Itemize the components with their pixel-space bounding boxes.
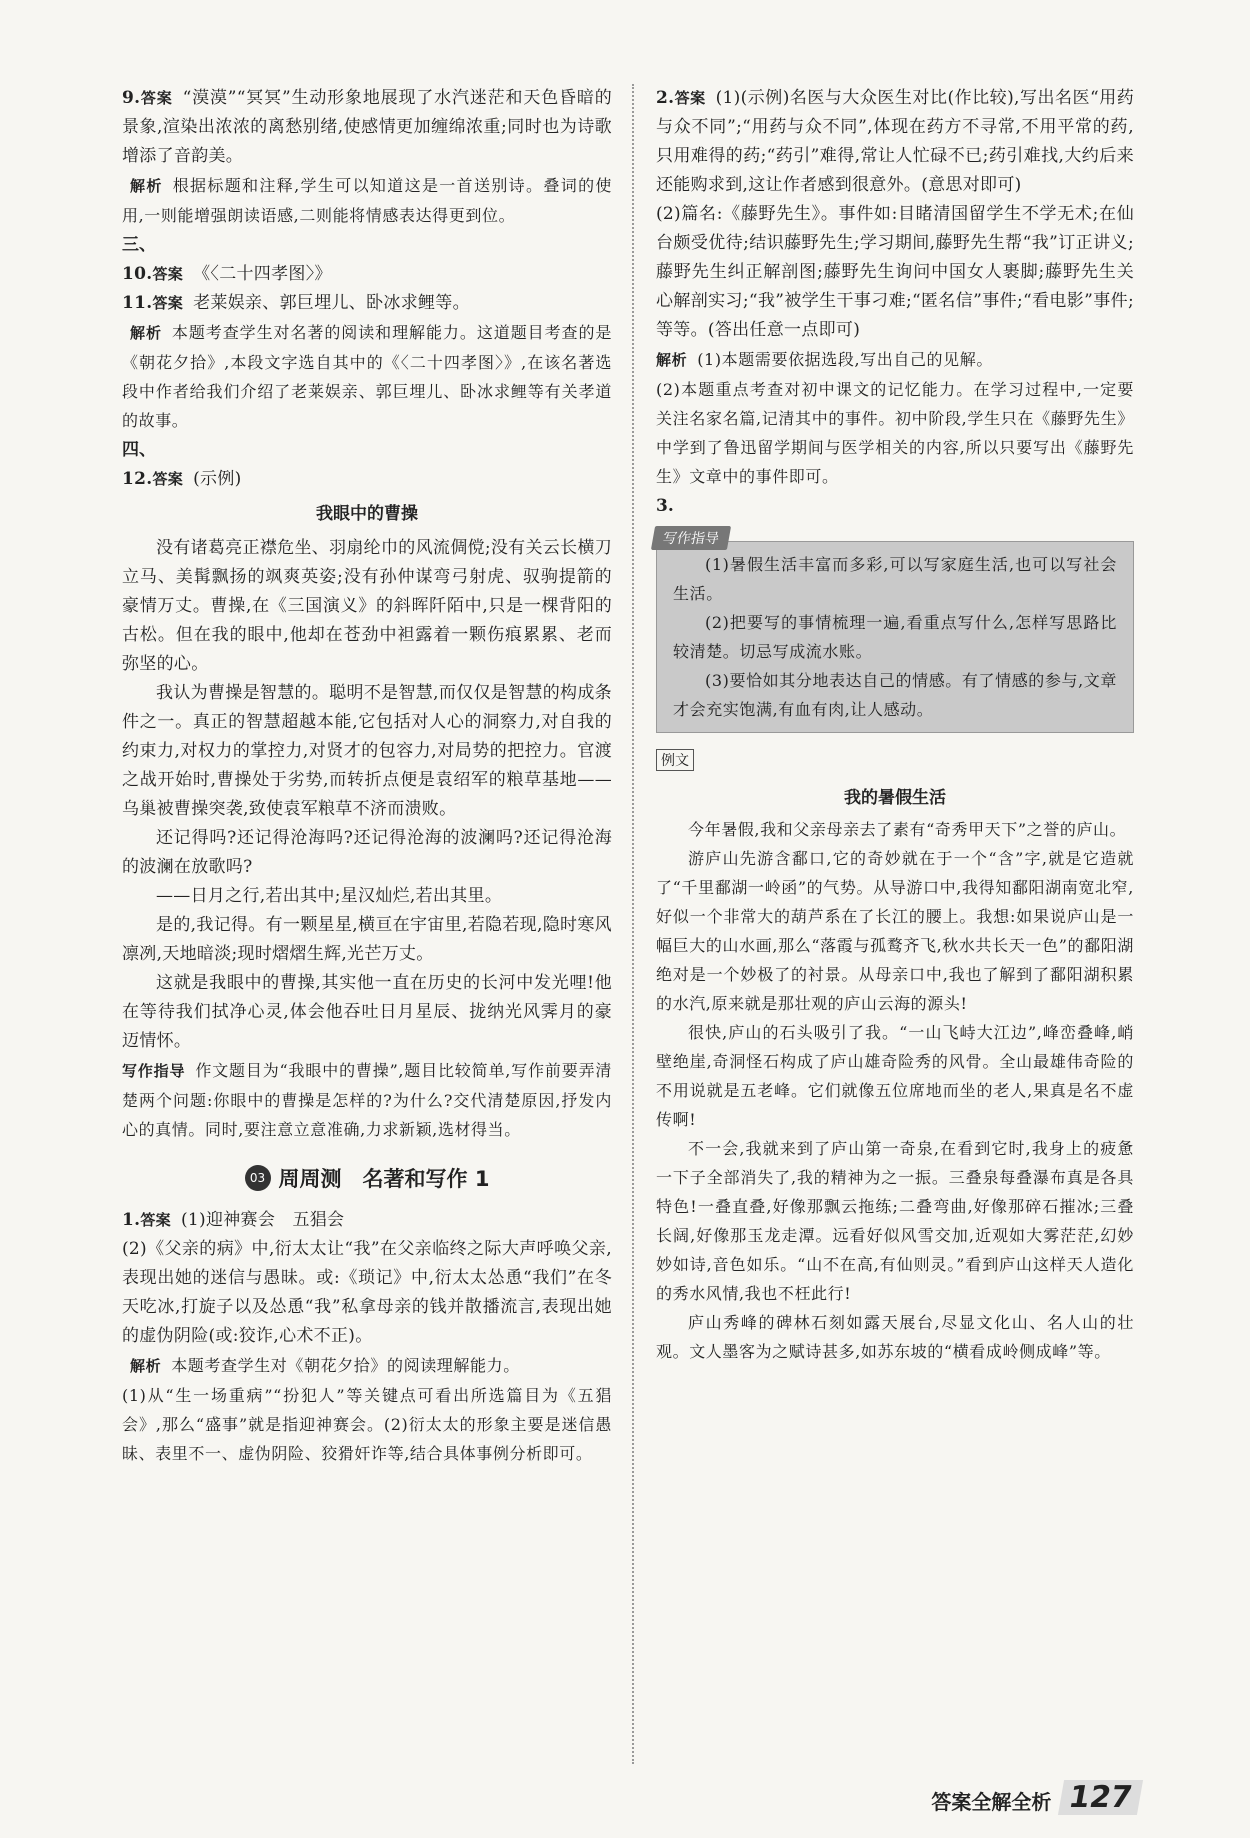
w1-number: 1. [122, 1210, 141, 1230]
writing-guide-tag: 写作指导 [651, 526, 731, 550]
essay-paragraph: 我认为曹操是智慧的。聪明不是智慧,而仅仅是智慧的构成条件之一。真正的智慧超越本能,它包括对人心的洞察力,对自我的约束力,对权力的掌控力,对贤才的包容力,对局势的把控力。官渡之战开始时,曹操处于劣势,而转折点便是袁绍军的粮草基地——乌巢被曹操突袭,致使袁军粮草不济而溃败。 [122, 683, 612, 819]
answer-label: 答案 [140, 1211, 171, 1229]
w1-analysis [122, 1351, 612, 1381]
w1-part2: (2)《父亲的病》中,衍太太让“我”在父亲临终之际大声呼唤父亲,表现出她的迷信与愚昧。或:《琐记》中,衍太太怂恿“我们”在冬天吃冰,打旋子以及怂恿“我”私拿母亲的钱并散播流言,表现出她的虚伪阴险(或:狡诈,心术不正)。 [122, 1239, 612, 1346]
example-paragraph: 很快,庐山的石头吸引了我。“一山飞峙大江边”,峰峦叠峰,峭壁绝崖,奇洞怪石构成了庐山雄奇险秀的风骨。全山最雄伟奇险的不用说就是五老峰。它们就像五位席地而坐的老人,果真是名不虚传啊! [656, 1023, 1134, 1129]
page-number: 127 [1058, 1780, 1143, 1815]
answer-label: 答案 [140, 89, 173, 107]
analysis-label: 解析 [130, 1357, 162, 1375]
example-tag: 例文 [656, 749, 694, 771]
guide-item: (1)暑假生活丰富而多彩,可以写家庭生活,也可以写社会生活。 [673, 555, 1117, 603]
q11-number: 11. [122, 293, 153, 313]
q2-analysis [656, 345, 1134, 375]
q9-analysis [122, 171, 612, 230]
writing-guide-label: 写作指导 [122, 1062, 186, 1080]
left-column [122, 84, 612, 1468]
example-paragraph: 今年暑假,我和父亲母亲去了素有“奇秀甲天下”之誉的庐山。 [688, 820, 1127, 839]
analysis-label: 解析 [656, 351, 688, 369]
q11-answer [122, 289, 612, 318]
weekly-test-heading [122, 1158, 612, 1198]
q11-analysis [122, 318, 612, 435]
right-column [656, 84, 1134, 1366]
section-three: 三、 [122, 235, 156, 255]
q2-analysis-detail: (2)本题重点考查对初中课文的记忆能力。在学习过程中,一定要关注名家名篇,记清其中的事件。初中阶段,学生只在《藤野先生》中学到了鲁迅留学期间与医学相关的内容,所以只要写出《藤野先生》文章中的事件即可。 [656, 380, 1134, 486]
w1-analysis-text: 本题考查学生对《朝花夕拾》的阅读理解能力。 [171, 1356, 520, 1375]
writing-guide-box [656, 531, 1134, 733]
q9-answer [122, 84, 612, 171]
q12-guide-text: 作文题目为“我眼中的曹操”,题目比较简单,写作前要弄清楚两个问题:你眼中的曹操是怎样的?为什么?交代清楚原因,抒发内心的真情。同时,要注意立意准确,力求新颖,选材得当。 [122, 1061, 613, 1139]
weekly-number-icon: 03 [245, 1165, 271, 1191]
answer-label: 答案 [152, 265, 184, 283]
essay-title: 我眼中的曹操 [316, 504, 418, 524]
q11-text: 老莱娱亲、郭巨埋儿、卧冰求鲤等。 [193, 293, 470, 313]
q12-writing-guide [122, 1056, 612, 1144]
q9-text: “漠漠”“冥冥”生动形象地展现了水汽迷茫和天色昏暗的景象,渲染出浓浓的离愁别绪,使感情更加缠绵浓重;同时也为诗歌增添了音韵美。 [122, 88, 613, 166]
q3-number: 3. [656, 496, 674, 516]
essay-paragraph: ——日月之行,若出其中;星汉灿烂,若出其里。 [156, 886, 503, 906]
column-divider [632, 84, 634, 1764]
w1-text: (1)迎神赛会 五猖会 [180, 1210, 345, 1230]
q11-analysis-text: 本题考查学生对名著的阅读和理解能力。这道题目考查的是《朝花夕拾》,本段文字选自其中的《〈二十四孝图〉》,在该名著选段中作者给我们介绍了老莱娱亲、郭巨埋儿、卧冰求鲤等有关孝道的故事。 [122, 323, 612, 430]
q2-analysis-text: (1)本题需要依据选段,写出自己的见解。 [697, 350, 993, 369]
example-paragraph: 游庐山先游含鄱口,它的奇妙就在于一个“含”字,就是它造就了“千里鄱湖一岭函”的气势。从导游口中,我得知鄱阳湖南宽北窄,好似一个非常大的葫芦系在了长江的腰上。我想:如果说庐山是一幅巨大的山水画,那么“落霞与孤鹜齐飞,秋水共长天一色”的鄱阳湖绝对是一个妙极了的衬景。从母亲口中,我也了解到了鄱阳湖积累的水汽,原来就是那壮观的庐山云海的源头! [656, 849, 1134, 1013]
example-paragraph: 不一会,我就来到了庐山第一奇泉,在看到它时,我身上的疲惫一下子全部消失了,我的精神为之一振。三叠泉每叠瀑布真是各具特色!一叠直叠,好像那飘云拖练;二叠弯曲,好像那碎石摧冰;三叠长阔,好像那玉龙走潭。远看好似风雪交加,近观如大雾茫茫,幻妙妙如诗,音色如乐。“山不在高,有仙则灵。”看到庐山这样天人造化的秀水风情,我也不枉此行! [656, 1139, 1134, 1303]
guide-item: (3)要恰如其分地表达自己的情感。有了情感的参与,文章才会充实饱满,有血有肉,让人感动。 [673, 671, 1117, 719]
w1-answer [122, 1206, 612, 1235]
footer-label: 答案全解全析 [931, 1790, 1052, 1814]
page-footer [931, 1780, 1140, 1815]
answer-label: 答案 [152, 470, 184, 488]
essay-paragraph: 没有诸葛亮正襟危坐、羽扇纶巾的风流倜傥;没有关云长横刀立马、美髯飘扬的飒爽英姿;没有孙仲谋弯弓射虎、驭驹提箭的豪情万丈。曹操,在《三国演义》的斜晖阡陌中,只是一棵背阳的古松。但在我的眼中,他却在苍劲中袒露着一颗伤痕累累、老而弥坚的心。 [122, 538, 612, 674]
essay-paragraph: 是的,我记得。有一颗星星,横亘在宇宙里,若隐若现,隐时寒风凛冽,天地暗淡;现时熠熠生辉,光芒万丈。 [122, 915, 612, 964]
q2-part2: (2)篇名:《藤野先生》。事件如:目睹清国留学生不学无术;在仙台颇受优待;结识藤野先生;学习期间,藤野先生帮“我”订正讲义;藤野先生纠正解剖图;藤野先生询问中国女人裹脚;藤野先生关心解剖实习;“我”被学生干事刁难;“匿名信”事件;“看电影”事件;等等。(答出任意一点即可) [656, 204, 1134, 340]
q12-number: 12. [122, 469, 153, 489]
q2-text: (1)(示例)名医与大众医生对比(作比较),写出名医“用药与众不同”;“用药与众不同”,体现在药方不寻常,不用平常的药,只用难得的药;“药引”难得,常让人忙碌不已;药引难找,大约后来还能购求到,这让作者感到很意外。(意思对即可) [656, 88, 1134, 195]
q10-text: 《〈二十四孝图〉》 [193, 264, 332, 284]
guide-item: (2)把要写的事情梳理一遍,看重点写什么,怎样写思路比较清楚。切忌写成流水账。 [673, 613, 1117, 661]
example-paragraph: 庐山秀峰的碑林石刻如露天展台,尽显文化山、名人山的壮观。文人墨客为之赋诗甚多,如苏东坡的“横看成岭侧成峰”等。 [656, 1313, 1134, 1361]
q9-analysis-text: 根据标题和注释,学生可以知道这是一首送别诗。叠词的使用,一则能增强朗读语感,二则能将情感表达得更到位。 [122, 176, 613, 225]
q2-number: 2. [656, 88, 675, 108]
q10-answer [122, 260, 612, 289]
q12-answer [122, 465, 612, 494]
q12-text: (示例) [193, 469, 242, 489]
w1-analysis-detail: (1)从“生一场重病”“扮犯人”等关键点可看出所选篇目为《五猖会》,那么“盛事”就是指迎神赛会。(2)衍太太的形象主要是迷信愚昧、表里不一、虚伪阴险、狡猾奸诈等,结合具体事例分析即可。 [122, 1386, 612, 1463]
section-four: 四、 [122, 440, 156, 460]
weekly-title: 周周测 名著和写作 1 [278, 1167, 490, 1191]
q10-number: 10. [122, 264, 153, 284]
example-title: 我的暑假生活 [844, 788, 946, 808]
answer-label: 答案 [674, 89, 706, 107]
essay-paragraph: 这就是我眼中的曹操,其实他一直在历史的长河中发光哩!他在等待我们拭净心灵,体会他吞吐日月星辰、拢纳光风霁月的豪迈情怀。 [122, 973, 612, 1051]
q9-number: 9. [122, 88, 141, 108]
q2-answer [656, 84, 1134, 200]
answer-label: 答案 [152, 294, 184, 312]
essay-paragraph: 还记得吗?还记得沧海吗?还记得沧海的波澜吗?还记得沧海的波澜在放歌吗? [122, 828, 612, 877]
analysis-label: 解析 [130, 177, 163, 195]
analysis-label: 解析 [130, 324, 162, 342]
